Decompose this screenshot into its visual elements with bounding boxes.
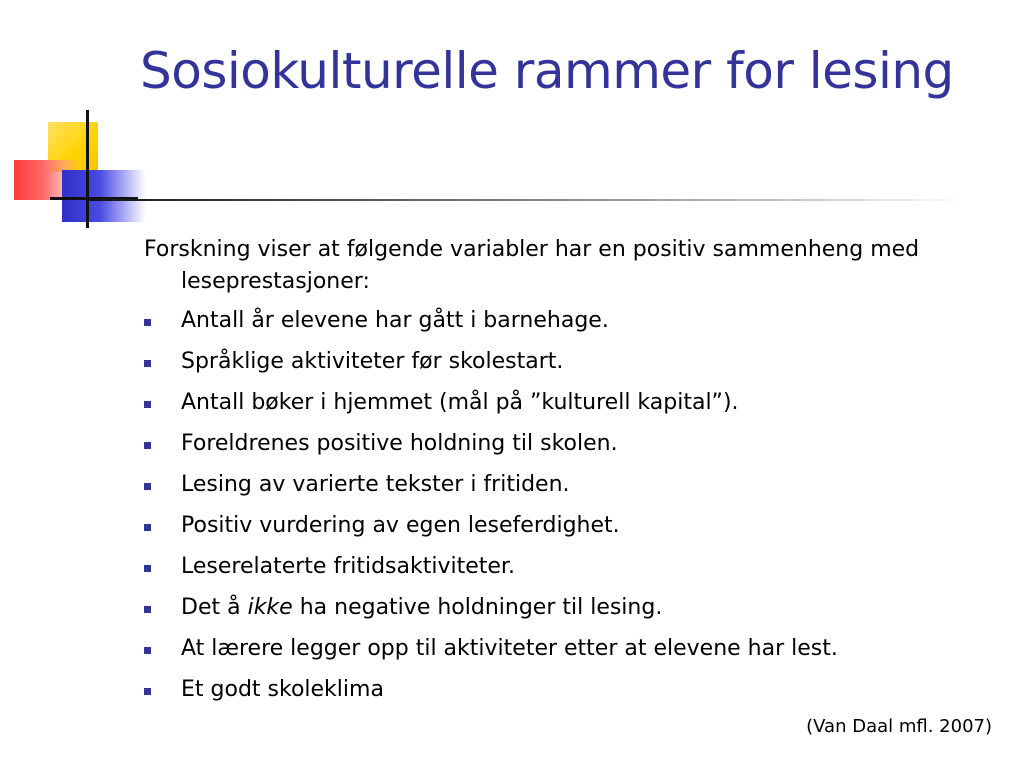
- square-bullet-icon: [144, 401, 151, 408]
- bullet-text: At lærere legger opp til aktiviteter etter at elevene har lest.: [181, 636, 838, 661]
- bullet-text-suffix: ha negative holdninger til lesing.: [292, 595, 663, 620]
- bullet-item: [144, 302, 1004, 343]
- square-bullet-icon: [144, 442, 151, 449]
- bullet-text: Språklige aktiviteter før skolestart.: [181, 349, 564, 374]
- bullet-text: Leserelaterte fritidsaktiviteter.: [181, 554, 515, 579]
- bullet-item: [144, 548, 1004, 589]
- bullet-text-emphasis: ikke: [247, 595, 293, 620]
- title-divider: [88, 199, 968, 201]
- square-bullet-icon: [144, 524, 151, 531]
- slide-title: Sosiokulturelle rammer for lesing: [140, 42, 954, 100]
- bullet-text: Lesing av varierte tekster i fritiden.: [181, 472, 570, 497]
- bullet-text: Foreldrenes positive holdning til skolen.: [181, 431, 618, 456]
- square-bullet-icon: [144, 360, 151, 367]
- bullet-text: Et godt skoleklima: [181, 677, 384, 702]
- bullet-item: [144, 589, 1004, 630]
- square-bullet-icon: [144, 483, 151, 490]
- bullet-item: [144, 466, 1004, 507]
- square-bullet-icon: [144, 688, 151, 695]
- square-bullet-icon: [144, 606, 151, 613]
- bullet-item: [144, 384, 1004, 425]
- bullet-item: [144, 671, 1004, 712]
- square-bullet-icon: [144, 319, 151, 326]
- bullet-text-prefix: Det å: [181, 595, 248, 620]
- bullet-item: [144, 630, 1004, 671]
- square-bullet-icon: [144, 565, 151, 572]
- citation: (Van Daal mfl. 2007): [806, 716, 992, 737]
- bullet-item: [144, 343, 1004, 384]
- square-bullet-icon: [144, 647, 151, 654]
- bullet-item: [144, 507, 1004, 548]
- intro-text: Forskning viser at følgende variabler har en positiv sammenheng med leseprestasjoner:: [144, 237, 920, 294]
- bullet-text: Positiv vurdering av egen leseferdighet.: [181, 513, 620, 538]
- decor-blue-square: [62, 170, 146, 222]
- decor-vertical-line: [86, 110, 89, 228]
- bullet-text: Antall år elevene har gått i barnehage.: [181, 308, 609, 333]
- slide-content: [144, 234, 1004, 712]
- bullet-list: [144, 302, 1004, 712]
- bullet-item: [144, 425, 1004, 466]
- bullet-text: Antall bøker i hjemmet (mål på ”kulturell kapital”).: [181, 390, 739, 415]
